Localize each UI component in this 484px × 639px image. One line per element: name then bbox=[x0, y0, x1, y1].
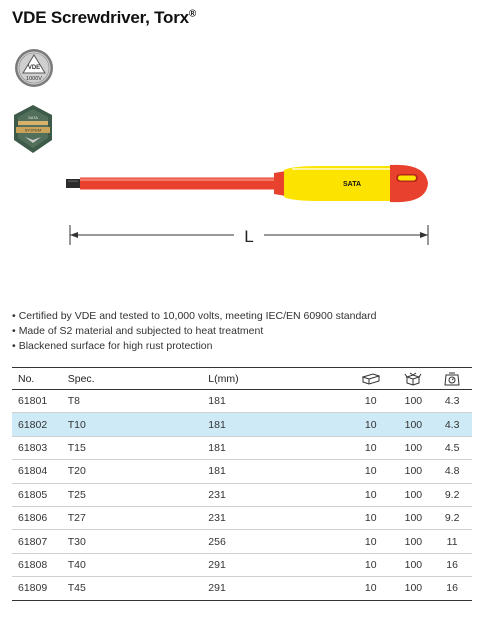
cell-no: 61805 bbox=[12, 483, 68, 506]
table-row[interactable] bbox=[12, 460, 472, 483]
cell-carton: 100 bbox=[395, 483, 433, 506]
cell-no: 61806 bbox=[12, 506, 68, 529]
cell-no: 61802 bbox=[12, 413, 68, 436]
cell-spec: T20 bbox=[68, 460, 209, 483]
length-dimension bbox=[68, 222, 432, 248]
cell-carton: 100 bbox=[395, 577, 433, 600]
length-label: L bbox=[244, 227, 254, 246]
feature-item: • Certified by VDE and tested to 10,000 volts, meeting IEC/EN 60900 standard bbox=[12, 309, 472, 324]
cell-inner: 10 bbox=[347, 577, 395, 600]
cell-length: 231 bbox=[208, 506, 347, 529]
header-length: L(mm) bbox=[208, 368, 347, 390]
cell-weight: 16 bbox=[432, 577, 472, 600]
cell-weight: 9.2 bbox=[432, 483, 472, 506]
cell-length: 181 bbox=[208, 460, 347, 483]
inner-box-icon bbox=[362, 373, 380, 385]
header-spec: Spec. bbox=[68, 368, 209, 390]
table-row[interactable] bbox=[12, 577, 472, 600]
cell-carton: 100 bbox=[395, 390, 433, 413]
table-header-row bbox=[12, 368, 472, 390]
table-row[interactable] bbox=[12, 553, 472, 576]
cell-length: 181 bbox=[208, 390, 347, 413]
cell-no: 61803 bbox=[12, 436, 68, 459]
cell-weight: 4.3 bbox=[432, 413, 472, 436]
cell-spec: T30 bbox=[68, 530, 209, 553]
table-row[interactable] bbox=[12, 506, 472, 529]
cell-spec: T40 bbox=[68, 553, 209, 576]
cell-weight: 11 bbox=[432, 530, 472, 553]
cell-spec: T10 bbox=[68, 413, 209, 436]
feature-item: • Blackened surface for high rust protection bbox=[12, 339, 472, 354]
cell-length: 181 bbox=[208, 436, 347, 459]
cell-weight: 16 bbox=[432, 553, 472, 576]
cell-inner: 10 bbox=[347, 553, 395, 576]
cell-no: 61804 bbox=[12, 460, 68, 483]
header-no: No. bbox=[12, 368, 68, 390]
vde-voltage-text: 1000V bbox=[26, 76, 42, 82]
cell-spec: T27 bbox=[68, 506, 209, 529]
table-row[interactable] bbox=[12, 436, 472, 459]
cell-carton: 100 bbox=[395, 460, 433, 483]
cell-no: 61801 bbox=[12, 390, 68, 413]
cell-no: 61807 bbox=[12, 530, 68, 553]
cell-carton: 100 bbox=[395, 436, 433, 459]
cell-inner: 10 bbox=[347, 390, 395, 413]
header-weight bbox=[432, 368, 472, 390]
table-row[interactable] bbox=[12, 483, 472, 506]
cell-length: 291 bbox=[208, 553, 347, 576]
cell-weight: 4.3 bbox=[432, 390, 472, 413]
title-text: VDE Screwdriver, Torx bbox=[12, 8, 189, 27]
header-carton bbox=[395, 368, 433, 390]
cell-length: 256 bbox=[208, 530, 347, 553]
feature-item: • Made of S2 material and subjected to heat treatment bbox=[12, 324, 472, 339]
cell-spec: T15 bbox=[68, 436, 209, 459]
cell-inner: 10 bbox=[347, 460, 395, 483]
cell-carton: 100 bbox=[395, 413, 433, 436]
table-row-highlighted[interactable] bbox=[12, 413, 472, 436]
cell-inner: 10 bbox=[347, 530, 395, 553]
screwdriver-image bbox=[60, 160, 435, 205]
cell-length: 181 bbox=[208, 413, 347, 436]
cell-inner: 10 bbox=[347, 506, 395, 529]
cell-length: 231 bbox=[208, 483, 347, 506]
system-badge-line1: SATA bbox=[28, 115, 38, 120]
cell-weight: 4.5 bbox=[432, 436, 472, 459]
cell-spec: T8 bbox=[68, 390, 209, 413]
vde-badge-text: VDE bbox=[27, 65, 41, 71]
cell-spec: T25 bbox=[68, 483, 209, 506]
table-row[interactable] bbox=[12, 390, 472, 413]
table-row[interactable] bbox=[12, 530, 472, 553]
feature-list bbox=[12, 309, 472, 354]
cell-no: 61808 bbox=[12, 553, 68, 576]
scale-weight-icon bbox=[444, 372, 460, 386]
cell-inner: 10 bbox=[347, 436, 395, 459]
page-title bbox=[12, 8, 196, 28]
cell-spec: T45 bbox=[68, 577, 209, 600]
screwdriver-brand: SATA bbox=[342, 181, 362, 188]
cell-no: 61809 bbox=[12, 577, 68, 600]
cell-carton: 100 bbox=[395, 553, 433, 576]
header-inner-pack bbox=[347, 368, 395, 390]
vde-badge-icon bbox=[14, 48, 54, 88]
registered-mark: ® bbox=[188, 8, 197, 20]
cell-carton: 100 bbox=[395, 530, 433, 553]
cell-inner: 10 bbox=[347, 413, 395, 436]
cell-weight: 9.2 bbox=[432, 506, 472, 529]
cell-length: 291 bbox=[208, 577, 347, 600]
system-badge-line2: SYSTEM bbox=[24, 127, 42, 133]
system-badge-icon bbox=[12, 104, 54, 154]
cell-carton: 100 bbox=[395, 506, 433, 529]
carton-icon bbox=[404, 372, 422, 386]
cell-weight: 4.8 bbox=[432, 460, 472, 483]
cell-inner: 10 bbox=[347, 483, 395, 506]
spec-table bbox=[12, 367, 472, 601]
